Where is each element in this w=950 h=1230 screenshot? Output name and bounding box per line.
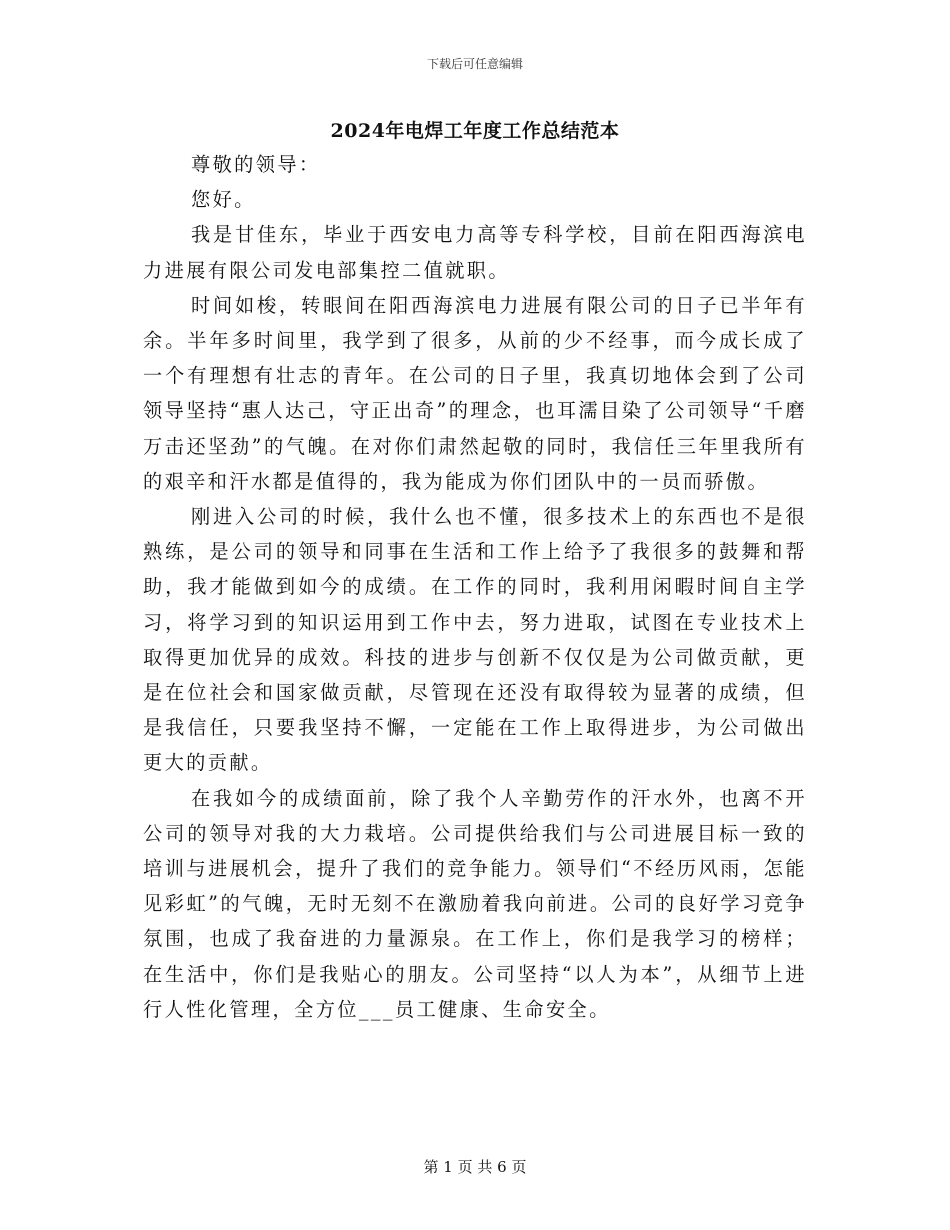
paragraph-gratitude: 在我如今的成绩面前，除了我个人辛勤劳作的汗水外，也离不开公司的领导对我的大力栽培。公司提供给我们与公司进展目标一致的培训与进展机会，提升了我们的竞争能力。领导们“不经历风雨，怎能见彩虹”的气魄，无时无刻不在激励着我向前进。公司的良好学习竞争氛围，也成了我奋进的力量源泉。在工作上，你们是我学习的榜样；在生活中，你们是我贴心的朋友。公司坚持“以人为本”，从细节上进行人性化管理，全方位___员工健康、生命安全。 bbox=[143, 786, 807, 1021]
header-note: 下载后可任意编辑 bbox=[426, 57, 523, 71]
page-number: 第 1 页 共 6 页 bbox=[423, 1158, 527, 1176]
paragraph-experience: 时间如梭，转眼间在阳西海滨电力进展有限公司的日子已半年有余。半年多时间里，我学到了很多，从前的少不经事，而今成长成了一个有理想有壮志的青年。在公司的日子里，我真切地体会到了公司领导坚持“惠人达己，守正出奇”的理念，也耳濡目染了公司领导“千磨万击还坚劲”的气魄。在对你们肃然起敬的同时，我信任三年里我所有的艰辛和汗水都是值得的，我为能成为你们团队中的一员而骄傲。 bbox=[143, 293, 807, 493]
paragraph-introduction: 我是甘佳东，毕业于西安电力高等专科学校，目前在阳西海滨电力进展有限公司发电部集控二值就职。 bbox=[143, 223, 807, 282]
paragraph-learning: 刚进入公司的时候，我什么也不懂，很多技术上的东西也不是很熟练，是公司的领导和同事在生活和工作上给予了我很多的鼓舞和帮助，我才能做到如今的成绩。在工作的同时，我利用闲暇时间自主学习，将学习到的知识运用到工作中去，努力进取，试图在专业技术上取得更加优异的成效。科技的进步与创新不仅仅是为公司做贡献，更是在位社会和国家做贡献，尽管现在还没有取得较为显著的成绩，但是我信任，只要我坚持不懈，一定能在工作上取得进步，为公司做出更大的贡献。 bbox=[143, 505, 807, 775]
greeting: 您好。 bbox=[191, 188, 256, 212]
salutation: 尊敬的领导： bbox=[191, 153, 321, 176]
document-body bbox=[143, 147, 807, 1027]
document-title: 2024年电焊工年度工作总结范本 bbox=[330, 120, 620, 142]
